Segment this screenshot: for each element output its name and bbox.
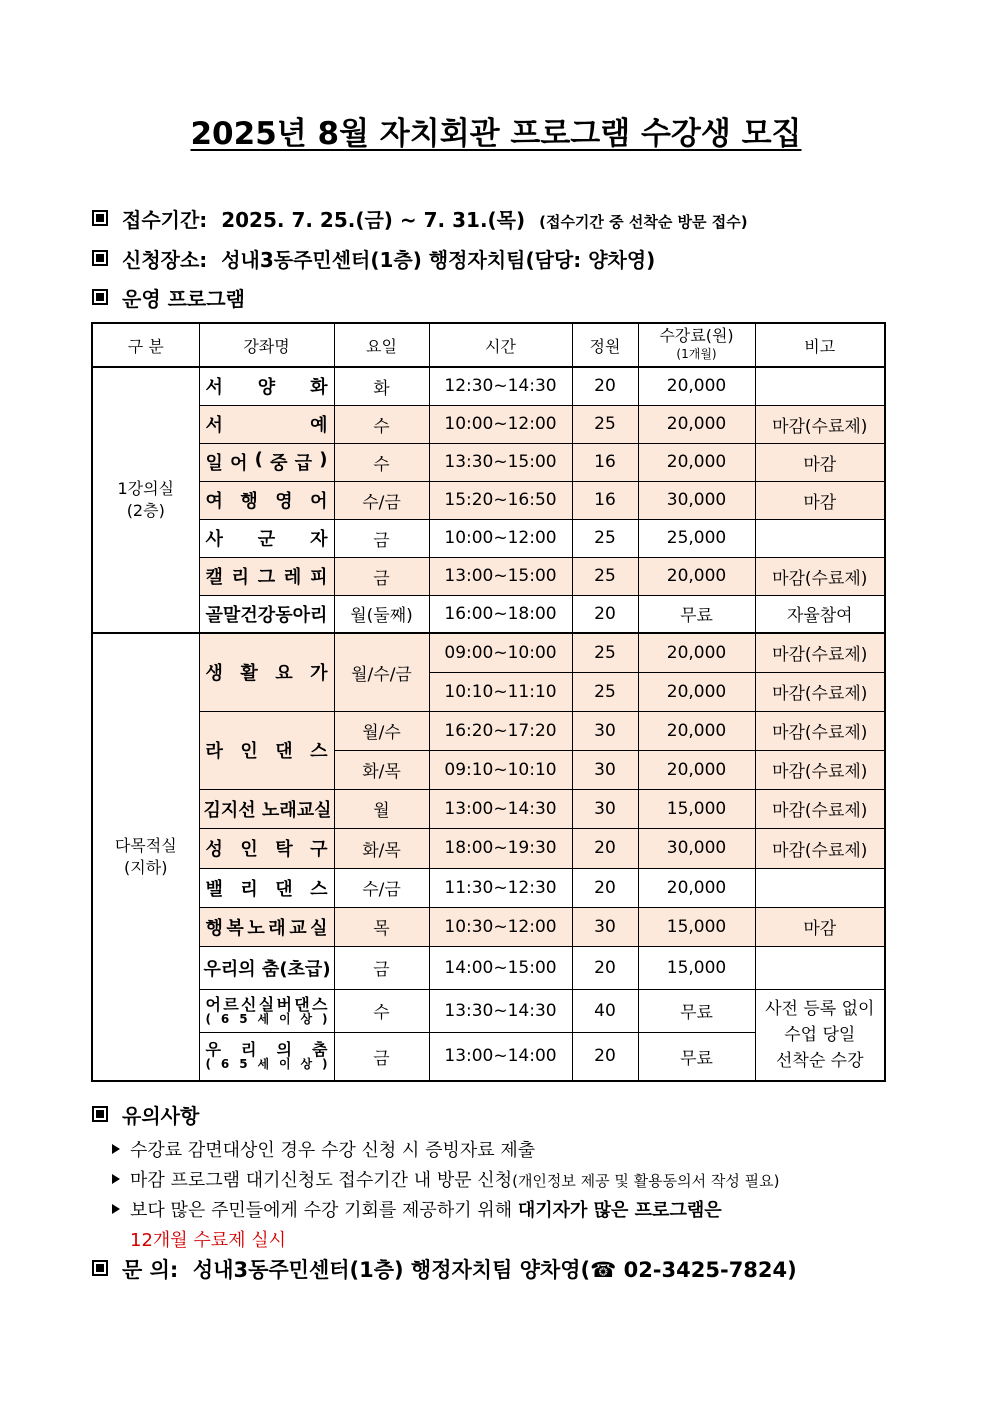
course-name: 여 행 영 어 [199, 481, 334, 519]
capacity-cell: 20 [572, 946, 638, 989]
note-cell: 마감(수료제) [755, 557, 885, 595]
course-name: 골 말 건 강 동 아 리 [199, 595, 334, 633]
room1-label: 1강의실 (2층) [92, 367, 199, 633]
table-row [92, 946, 885, 989]
day-cell: 화/목 [334, 828, 429, 868]
square-bullet-icon [92, 289, 108, 305]
fee-cell: 25,000 [638, 519, 755, 557]
time-cell: 11:30~12:30 [429, 868, 572, 907]
day-cell: 금 [334, 946, 429, 989]
room1-group [92, 367, 885, 633]
table-row [92, 633, 885, 672]
course-name: 우리의 춤(초급) [199, 946, 334, 989]
time-cell: 10:00~12:00 [429, 405, 572, 443]
note-cell: 마감(수료제) [755, 750, 885, 789]
course-name: 사 군 자 [199, 519, 334, 557]
notes-heading: 유의사항 [92, 1100, 199, 1129]
note-cell: 마감 [755, 443, 885, 481]
reception-period: 접수기간: 2025. 7. 25.(금) ~ 7. 31.(목) (접수기간 중 선착순 방문 접수) [92, 204, 748, 233]
course-name: 캘 리 그 레 피 [199, 557, 334, 595]
inquiry: 문 의: 성내3동주민센터(1층) 행정자치팀 양차영(☎ 02-3425-7824) [92, 1254, 797, 1284]
header-fee: 수강료(원) (1개월) [638, 323, 755, 367]
course-name: 라 인 댄 스 [199, 711, 334, 789]
day-cell: 수/금 [334, 481, 429, 519]
fee-cell: 15,000 [638, 907, 755, 946]
day-cell: 수/금 [334, 868, 429, 907]
time-cell: 16:20~17:20 [429, 711, 572, 750]
header-category: 구 분 [92, 323, 199, 367]
fee-cell: 20,000 [638, 672, 755, 711]
fee-cell: 15,000 [638, 946, 755, 989]
day-cell: 금 [334, 557, 429, 595]
table-row [92, 595, 885, 633]
time-cell: 14:00~15:00 [429, 946, 572, 989]
note-cell [755, 367, 885, 405]
course-name: 김지선 노래교실 [199, 789, 334, 828]
square-bullet-icon [92, 1106, 108, 1122]
fee-cell: 무료 [638, 1032, 755, 1081]
capacity-cell: 30 [572, 750, 638, 789]
note-cell: 마감 [755, 481, 885, 519]
time-cell: 10:30~12:00 [429, 907, 572, 946]
fee-cell: 15,000 [638, 789, 755, 828]
note-cell [755, 946, 885, 989]
fee-cell: 20,000 [638, 868, 755, 907]
note-cell: 마감(수료제) [755, 633, 885, 672]
day-cell: 수 [334, 989, 429, 1032]
triangle-bullet-icon [112, 1174, 120, 1184]
table-row [92, 711, 885, 750]
table-row [92, 443, 885, 481]
time-cell: 18:00~19:30 [429, 828, 572, 868]
fee-cell: 20,000 [638, 557, 755, 595]
course-name: 일 어 ( 중 급 ) [199, 443, 334, 481]
fee-cell: 20,000 [638, 367, 755, 405]
time-cell: 15:20~16:50 [429, 481, 572, 519]
capacity-cell: 25 [572, 672, 638, 711]
capacity-cell: 25 [572, 519, 638, 557]
note-item-2: 마감 프로그램 대기신청도 접수기간 내 방문 신청(개인정보 제공 및 활용동의서 작성 필요) [112, 1166, 779, 1192]
capacity-cell: 20 [572, 367, 638, 405]
fee-cell: 무료 [638, 595, 755, 633]
fee-cell: 20,000 [638, 633, 755, 672]
table-row [92, 405, 885, 443]
table-row [92, 481, 885, 519]
note-cell: 마감(수료제) [755, 828, 885, 868]
header-course: 강좌명 [199, 323, 334, 367]
note-cell: 마감(수료제) [755, 711, 885, 750]
time-cell: 12:30~14:30 [429, 367, 572, 405]
time-cell: 09:00~10:00 [429, 633, 572, 672]
room2-label: 다목적실 (지하) [92, 633, 199, 1081]
time-cell: 13:00~14:30 [429, 789, 572, 828]
course-name: 행 복 노 래 교 실 [199, 907, 334, 946]
page-title: 2025년 8월 자치회관 프로그램 수강생 모집 [190, 116, 802, 152]
capacity-cell: 30 [572, 789, 638, 828]
fee-cell: 20,000 [638, 750, 755, 789]
course-name: 서 예 [199, 405, 334, 443]
triangle-bullet-icon [112, 1144, 120, 1154]
note-cell: 마감 [755, 907, 885, 946]
day-cell: 금 [334, 519, 429, 557]
table-row [92, 828, 885, 868]
table-row [92, 789, 885, 828]
square-bullet-icon [92, 250, 108, 266]
course-name: 성 인 탁 구 [199, 828, 334, 868]
note-item-3: 보다 많은 주민들에게 수강 기회를 제공하기 위해 대기자가 많은 프로그램은 [112, 1196, 722, 1222]
fee-cell: 무료 [638, 989, 755, 1032]
capacity-cell: 25 [572, 405, 638, 443]
day-cell: 화/목 [334, 750, 429, 789]
note-cell: 마감(수료제) [755, 405, 885, 443]
day-cell: 월 [334, 789, 429, 828]
capacity-cell: 25 [572, 557, 638, 595]
time-cell: 13:00~14:00 [429, 1032, 572, 1081]
note-cell [755, 519, 885, 557]
note-cell: 마감(수료제) [755, 672, 885, 711]
day-cell: 월(둘째) [334, 595, 429, 633]
table-row [92, 868, 885, 907]
triangle-bullet-icon [112, 1204, 120, 1214]
table-row [92, 989, 885, 1032]
header-note: 비고 [755, 323, 885, 367]
table-row [92, 557, 885, 595]
header-day: 요일 [334, 323, 429, 367]
header-time: 시간 [429, 323, 572, 367]
capacity-cell: 20 [572, 868, 638, 907]
capacity-cell: 30 [572, 711, 638, 750]
time-cell: 09:10~10:10 [429, 750, 572, 789]
fee-cell: 30,000 [638, 828, 755, 868]
time-cell: 13:30~15:00 [429, 443, 572, 481]
fee-cell: 20,000 [638, 405, 755, 443]
capacity-cell: 16 [572, 443, 638, 481]
day-cell: 월/수 [334, 711, 429, 750]
day-cell: 화 [334, 367, 429, 405]
fee-cell: 20,000 [638, 443, 755, 481]
capacity-cell: 20 [572, 595, 638, 633]
capacity-cell: 20 [572, 1032, 638, 1081]
day-cell: 금 [334, 1032, 429, 1081]
day-cell: 월/수/금 [334, 633, 429, 711]
table-row [92, 367, 885, 405]
day-cell: 수 [334, 443, 429, 481]
course-name: 생 활 요 가 [199, 633, 334, 711]
program-heading: 운영 프로그램 [92, 283, 245, 312]
fee-cell: 30,000 [638, 481, 755, 519]
table-row [92, 907, 885, 946]
course-name: 우 리 의 춤 ( 6 5 세 이 상 ) [199, 1032, 334, 1081]
square-bullet-icon [92, 210, 108, 226]
header-capacity: 정원 [572, 323, 638, 367]
course-name: 밸 리 댄 스 [199, 868, 334, 907]
notes-section [92, 1100, 199, 1129]
capacity-cell: 20 [572, 828, 638, 868]
square-bullet-icon [92, 1260, 108, 1276]
fee-cell: 20,000 [638, 711, 755, 750]
time-cell: 10:10~11:10 [429, 672, 572, 711]
table-header-row [92, 323, 885, 367]
course-name: 어 르 신 실 버 댄 스 ( 6 5 세 이 상 ) [199, 989, 334, 1032]
time-cell: 13:00~15:00 [429, 557, 572, 595]
note-item-3-emphasis: 12개월 수료제 실시 [130, 1230, 287, 1251]
note-cell: 마감(수료제) [755, 789, 885, 828]
capacity-cell: 30 [572, 907, 638, 946]
table-row [92, 519, 885, 557]
time-cell: 16:00~18:00 [429, 595, 572, 633]
program-table [91, 322, 886, 1082]
note-cell [755, 868, 885, 907]
room2-group [92, 633, 885, 1081]
capacity-cell: 25 [572, 633, 638, 672]
application-place: 신청장소: 성내3동주민센터(1층) 행정자치팀(담당: 양차영) [92, 244, 655, 273]
capacity-cell: 16 [572, 481, 638, 519]
time-cell: 10:00~12:00 [429, 519, 572, 557]
day-cell: 수 [334, 405, 429, 443]
course-name: 서 양 화 [199, 367, 334, 405]
note-cell: 자율참여 [755, 595, 885, 633]
note-item-1: 수강료 감면대상인 경우 수강 신청 시 증빙자료 제출 [112, 1136, 535, 1162]
capacity-cell: 40 [572, 989, 638, 1032]
time-cell: 13:30~14:30 [429, 989, 572, 1032]
senior-note-cell: 사전 등록 없이 수업 당일 선착순 수강 [755, 989, 885, 1081]
day-cell: 목 [334, 907, 429, 946]
